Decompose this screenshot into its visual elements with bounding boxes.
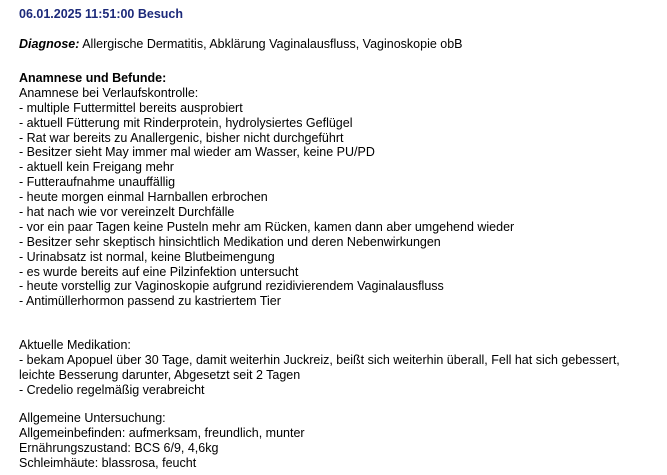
anamnesis-item: - Futteraufnahme unauffällig: [19, 175, 176, 190]
anamnesis-item: - hat nach wie vor vereinzelt Durchfälle: [19, 205, 235, 220]
medication-line: leichte Besserung darunter, Abgesetzt seit 2 Tagen: [19, 367, 301, 382]
diagnosis-label: Diagnose:: [19, 37, 80, 51]
anamnesis-intro: Anamnese bei Verlaufskontrolle:: [19, 85, 199, 100]
anamnesis-item: - Besitzer sieht May immer mal wieder am Wasser, keine PU/PD: [19, 145, 375, 160]
diagnosis-line: [19, 37, 463, 51]
anamnesis-item: - Rat war bereits zu Anallergenic, bisher nicht durchgeführt: [19, 130, 344, 145]
exam-section: [19, 411, 305, 471]
anamnesis-item: - es wurde bereits auf eine Pilzinfektion untersucht: [19, 264, 299, 279]
medication-line: - Credelio regelmäßig verabreicht: [19, 382, 205, 397]
medication-line: - bekam Apopuel über 30 Tage, damit weiterhin Juckreiz, beißt sich weiterhin überall, Fell hat sich gebessert,: [19, 352, 620, 367]
anamnesis-item: - heute morgen einmal Harnballen erbrochen: [19, 190, 268, 205]
anamnesis-item: - vor ein paar Tagen keine Pusteln mehr am Rücken, kamen dann aber umgehend wieder: [19, 219, 515, 234]
medication-heading: Aktuelle Medikation:: [19, 338, 131, 352]
visit-header: 06.01.2025 11:51:00 Besuch: [19, 7, 184, 21]
anamnesis-item: - multiple Futtermittel bereits ausprobiert: [19, 100, 243, 115]
anamnesis-item: - heute vorstellig zur Vaginoskopie aufgrund rezidivierendem Vaginalausfluss: [19, 279, 444, 294]
medication-section: [19, 338, 620, 398]
anamnesis-item: - Antimüllerhormon passend zu kastriertem Tier: [19, 294, 281, 309]
anamnesis-section: [19, 71, 514, 309]
anamnesis-item: - Urinabsatz ist normal, keine Blutbeimengung: [19, 249, 275, 264]
exam-line: Ernährungszustand: BCS 6/9, 4,6kg: [19, 440, 219, 455]
anamnesis-item: - Besitzer sehr skeptisch hinsichtlich Medikation und deren Nebenwirkungen: [19, 234, 441, 249]
anamnesis-heading: Anamnese und Befunde:: [19, 71, 167, 85]
exam-line: Schleimhäute: blassrosa, feucht: [19, 455, 197, 470]
diagnosis-text: Allergische Dermatitis, Abklärung Vaginalausfluss, Vaginoskopie obB: [79, 37, 463, 51]
anamnesis-item: - aktuell kein Freigang mehr: [19, 160, 174, 175]
exam-line: Allgemeinbefinden: aufmerksam, freundlich, munter: [19, 425, 305, 440]
exam-heading: Allgemeine Untersuchung:: [19, 411, 166, 425]
anamnesis-item: - aktuell Fütterung mit Rinderprotein, hydrolysiertes Geflügel: [19, 115, 353, 130]
